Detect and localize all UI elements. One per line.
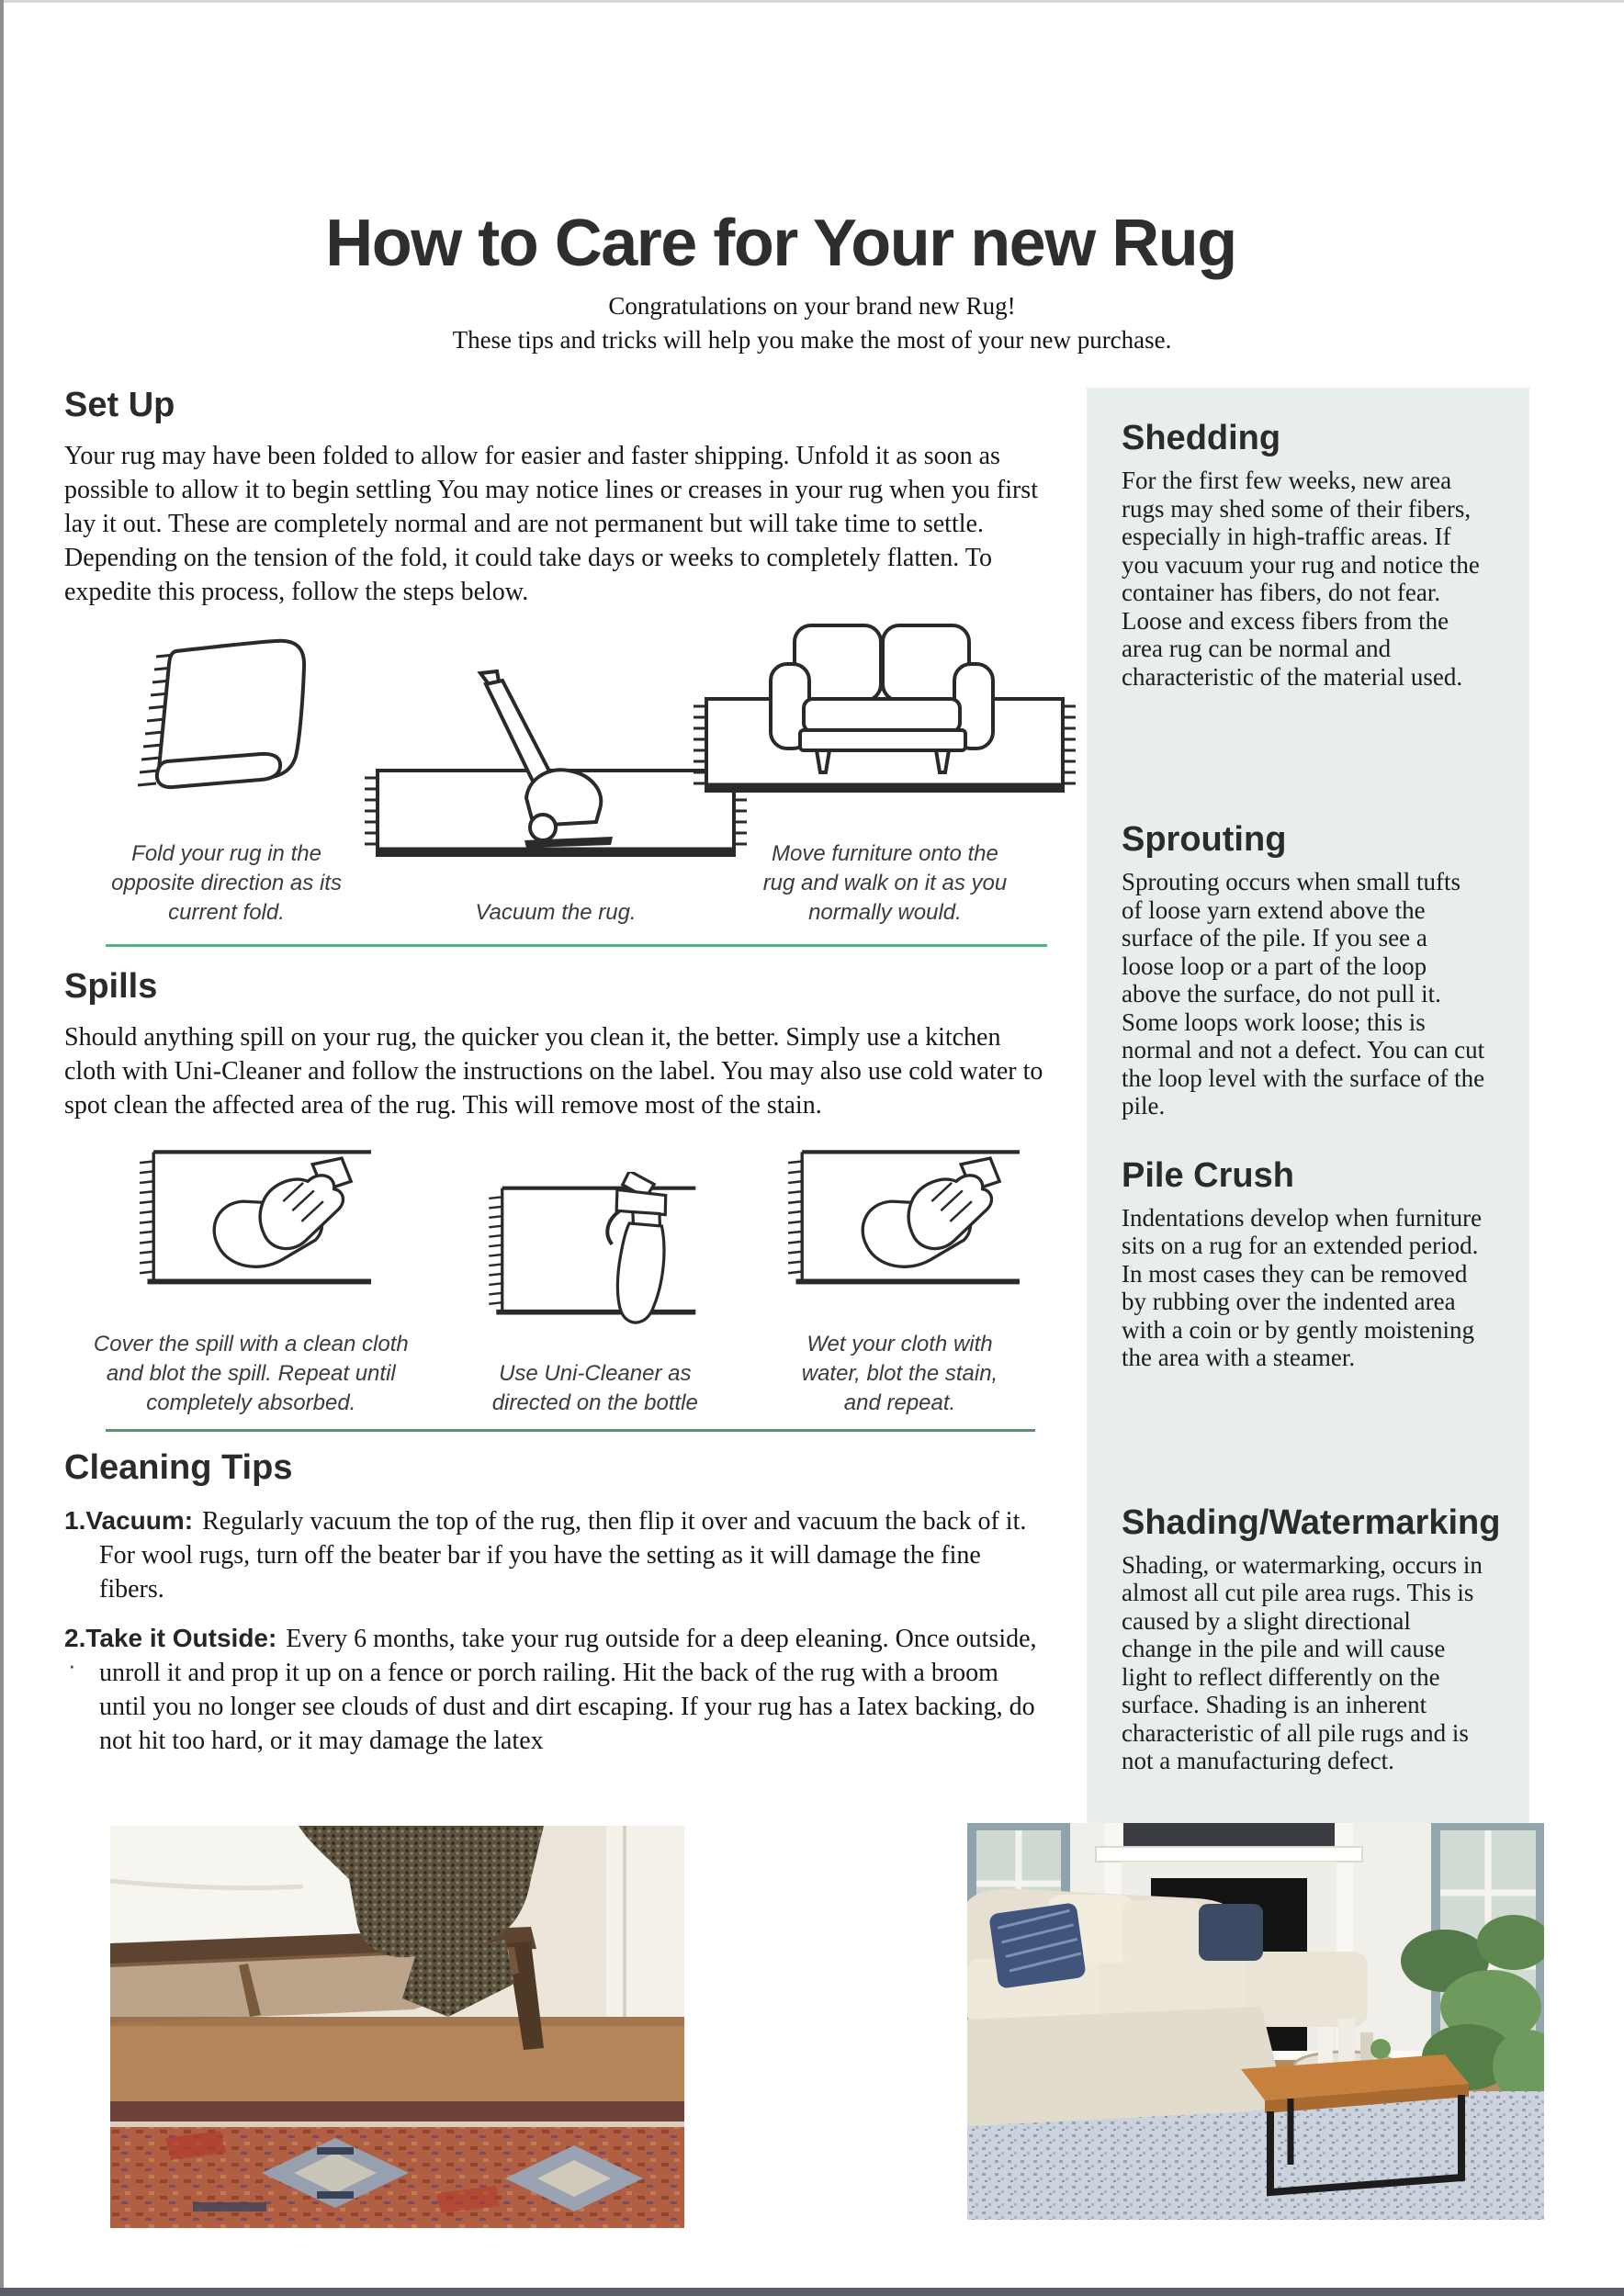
spills-step-caption: Cover the spill with a clean cloth and blot the spill. Repeat until completely absorbed. <box>93 1332 409 1415</box>
spills-step-blot <box>64 1142 438 1418</box>
setup-step-furniture <box>723 629 1047 928</box>
tip-number: 2. <box>64 1624 86 1652</box>
shading-watermarking-heading: Shading/Watermarking <box>1122 1503 1501 1542</box>
spills-step-caption: Wet your cloth with water, blot the stain, and repeat. <box>801 1332 998 1415</box>
page-top-edge <box>0 0 1624 3</box>
folded-rug-icon <box>121 629 333 817</box>
setup-step-caption: Vacuum the rug. <box>475 900 637 925</box>
vacuum-icon <box>363 688 749 876</box>
tip-number: 1. <box>64 1506 86 1535</box>
subtitle-line-1: Congratulations on your brand new Rug! <box>608 292 1016 320</box>
tip-text: Regularly vacuum the top of the rug, then flip it over and vacuum the back of it. For wool rugs, turn off the beater bar if you have the setting as it will damage the fine fibers. <box>99 1507 1027 1604</box>
subtitle-line-2: These tips and tricks will help you make the most of your new purchase. <box>452 326 1172 354</box>
page-bottom-bar <box>0 2288 1624 2296</box>
cleaning-tip-item <box>64 1503 1047 1606</box>
tip-label: Take it Outside: <box>85 1624 277 1652</box>
tip-label: Vacuum: <box>85 1506 194 1535</box>
living-room-sectional-rug-photo <box>967 1823 1544 2220</box>
spills-step-caption: Use Uni-Cleaner as directed on the bottle <box>491 1361 698 1415</box>
spray-bottle-icon <box>448 1172 742 1337</box>
sofa-on-rug-icon <box>692 629 1077 817</box>
sprouting-heading: Sprouting <box>1122 820 1287 859</box>
blot-cloth-icon <box>104 1142 398 1308</box>
wet-cloth-icon <box>761 1142 1037 1308</box>
sprouting-paragraph: Sprouting occurs when small tufts of loose yarn extend above the surface of the pile. If you see a loose loop or a part of the loop above the surface, do not pull it. Some loops work loose; this is normal and not a defect. You can cut the loop level with the surface of the pile. <box>1122 868 1485 1120</box>
tip-text: Every 6 months, take your rug outside for a deep eleaning. Once outside, unroll it and prop it up on a fence or porch railing. Hit the back of the rug with a broom until you no longer see clouds of dust and dirt escaping. If your rug has a Iatex backing, do not hit too hard, or it may damage the latex <box>99 1625 1037 1755</box>
setup-paragraph: Your rug may have been folded to allow for easier and faster shipping. Unfold it as soon as possible to allow it to begin settling You may notice lines or creases in your rug when you first lay it out. These are completely normal and are not permanent but will take time to settle. Depending on the tension of the fold, it could take days or weeks to completely flatten. To expedite this process, follow the steps below. <box>64 442 1038 606</box>
main-column <box>64 384 1047 1758</box>
spills-step-wet <box>752 1142 1047 1418</box>
cleaning-tip-item <box>64 1621 1047 1758</box>
spills-step-cleaner <box>438 1172 752 1418</box>
bed-and-oriental-rug-photo <box>110 1826 684 2228</box>
page-title: How to Care for Your new Rug <box>325 207 1236 280</box>
spills-steps-row <box>64 1142 1047 1418</box>
setup-step-fold <box>64 629 389 928</box>
shading-watermarking-paragraph: Shading, or watermarking, occurs in almost all cut pile area rugs. This is caused by a slight directional change in the pile and will cause light to reflect differently on the surface. Shading is an inherent characteristic of all pile rugs and is not a manufacturing defect. <box>1122 1550 1483 1774</box>
shedding-heading: Shedding <box>1122 419 1281 457</box>
rug-facts-sidebar <box>1087 388 1529 1823</box>
setup-step-caption: Move furniture onto the rug and walk on it as you normally would. <box>762 841 1008 925</box>
shedding-paragraph: For the first few weeks, new area rugs may shed some of their fibers, especially in high-traffic areas. If you vacuum your rug and notice the container has fibers, do not fear. Loose and excess fibers from the area rug can be normal and characteristic of the material used. <box>1122 467 1480 691</box>
cleaning-tips-heading: Cleaning Tips <box>64 1448 293 1487</box>
pile-crush-paragraph: Indentations develop when furniture sits on a rug for an extended period. In most cases they can be removed by rubbing over the indented area with a coin or by gently moistening the area with a steamer. <box>1122 1203 1483 1371</box>
setup-step-caption: Fold your rug in the opposite direction as its current fold. <box>111 841 342 925</box>
green-divider <box>106 944 1047 947</box>
setup-steps-row <box>64 629 1047 928</box>
pile-crush-heading: Pile Crush <box>1122 1155 1294 1195</box>
setup-step-vacuum <box>389 688 723 928</box>
spills-heading: Spills <box>64 967 158 1006</box>
green-divider-muted <box>106 1429 1035 1432</box>
spills-paragraph: Should anything spill on your rug, the quicker you clean it, the better. Simply use a kitchen cloth with Uni-Cleaner and follow the instructions on the label. You may also use cold water to spot clean the affected area of the rug. This will remove most of the stain. <box>64 1023 1043 1120</box>
stray-dot-mark: · <box>68 1651 76 1679</box>
setup-heading: Set Up <box>64 386 175 424</box>
